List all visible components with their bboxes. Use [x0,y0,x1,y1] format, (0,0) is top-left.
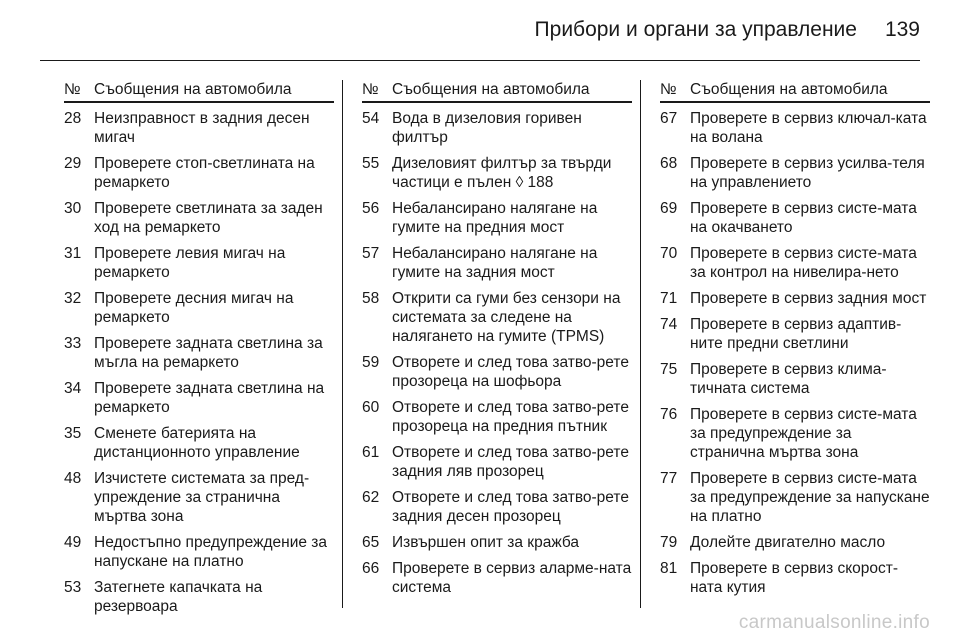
column-divider [342,80,343,608]
message-number: 31 [64,245,82,262]
message-number: 69 [660,200,678,217]
message-text: Дизеловият филтър за твърди частици е пълен ◊ 188 [392,155,612,191]
table-row [362,533,632,552]
table-row [64,379,334,417]
message-text: Проверете в сервиз скорост-ната кутия [690,560,899,596]
table-row [362,109,632,147]
page-title: Прибори и органи за управление [534,18,857,41]
table-row [362,154,632,192]
message-number: 56 [362,200,380,217]
table-row [362,488,632,526]
table-row [362,353,632,391]
message-number: 54 [362,110,380,127]
message-number: 61 [362,444,380,461]
header-message-label: Съобщения на автомобила [94,81,292,98]
message-text: Проверете в сервиз аларме-ната система [392,560,632,596]
message-text: Проверете левия мигач на ремаркето [94,245,286,281]
message-text: Проверете в сервиз задния мост [690,290,927,307]
header-number-label: № [64,81,81,98]
table-row [64,424,334,462]
message-text: Проверете стоп-светлината на ремаркето [94,155,315,191]
table-row [362,398,632,436]
message-number: 70 [660,245,678,262]
table-row [64,199,334,237]
table-row [660,109,930,147]
message-number: 29 [64,155,82,172]
table-row [660,405,930,462]
message-number: 65 [362,534,380,551]
message-number: 33 [64,335,82,352]
header-number-label: № [362,81,379,98]
watermark: carmanualsonline.info [738,612,930,633]
page-header [535,18,920,42]
message-text: Небалансирано налягане на гумите на предния мост [392,200,598,236]
message-text: Неизправност в задния десен мигач [94,110,310,146]
table-row [362,199,632,237]
table-row [362,559,632,597]
header-number-label: № [660,81,677,98]
message-number: 77 [660,470,678,487]
message-text: Изчистете системата за пред-упреждение за странична мъртва зона [94,470,310,525]
message-text: Небалансирано налягане на гумите на задния мост [392,245,598,281]
table-row [660,244,930,282]
table-row [64,469,334,526]
message-text: Недостъпно предупреждение за напускане на платно [94,534,328,570]
table-row [660,469,930,526]
message-number: 34 [64,380,82,397]
message-text: Отворете и след това затво-рете прозореца на предния пътник [392,399,629,435]
table-row [660,315,930,353]
header-rule [40,60,920,61]
message-text: Проверете задната светлина за мъгла на ремаркето [94,335,323,371]
table-row [64,578,334,616]
table-row [64,533,334,571]
message-text: Проверете в сервиз ключал-ката на волана [690,110,927,146]
message-number: 35 [64,425,82,442]
table-row [660,199,930,237]
message-text: Проверете в сервиз систе-мата за предупреждение за напускане на платно [690,470,930,525]
message-number: 58 [362,290,380,307]
message-text: Затегнете капачката на резервоара [94,579,263,615]
table-row [660,360,930,398]
message-text: Сменете батерията на дистанционното управление [94,425,300,461]
message-text: Проверете в сервиз систе-мата за контрол на нивелира-нето [690,245,917,281]
table-row [660,154,930,192]
message-table-column-1 [64,80,334,616]
message-number: 79 [660,534,678,551]
message-number: 74 [660,316,678,333]
message-number: 81 [660,560,678,577]
header-message-label: Съобщения на автомобила [690,81,888,98]
table-row [660,559,930,597]
message-text: Проверете в сервиз клима-тичната система [690,361,887,397]
message-number: 28 [64,110,82,127]
message-number: 60 [362,399,380,416]
column-divider [640,80,641,608]
message-text: Проверете задната светлина на ремаркето [94,380,325,416]
message-text: Проверете в сервиз адаптив-ните предни светлини [690,316,902,352]
message-number: 48 [64,470,82,487]
message-number: 68 [660,155,678,172]
table-row [64,289,334,327]
table-row [64,334,334,372]
message-number: 59 [362,354,380,371]
message-number: 55 [362,155,380,172]
message-text: Проверете светлината за заден ход на ремаркето [94,200,323,236]
message-number: 71 [660,290,678,307]
message-text: Извършен опит за кражба [392,534,580,551]
table-row [362,443,632,481]
header-message-label: Съобщения на автомобила [392,81,590,98]
message-number: 49 [64,534,82,551]
table-row [64,244,334,282]
message-text: Вода в дизеловия горивен филтър [392,110,582,146]
message-number: 53 [64,579,82,596]
message-text: Долейте двигателно масло [690,534,886,551]
message-number: 75 [660,361,678,378]
message-text: Проверете в сервиз систе-мата на окачването [690,200,917,236]
table-row [64,154,334,192]
table-header [64,80,334,103]
message-text: Отворете и след това затво-рете прозореца на шофьора [392,354,629,390]
table-row [660,289,930,308]
table-header [362,80,632,103]
message-number: 32 [64,290,82,307]
message-number: 67 [660,110,678,127]
message-number: 57 [362,245,380,262]
table-row [64,109,334,147]
message-number: 62 [362,489,380,506]
table-header [660,80,930,103]
table-row [362,244,632,282]
message-text: Проверете десния мигач на ремаркето [94,290,294,326]
table-row [660,533,930,552]
page-number: 139 [884,18,920,41]
message-text: Отворете и след това затво-рете задния ляв прозорец [392,444,629,480]
message-text: Отворете и след това затво-рете задния десен прозорец [392,489,629,525]
table-row [362,289,632,346]
message-number: 66 [362,560,380,577]
message-table-column-2 [362,80,632,597]
message-number: 30 [64,200,82,217]
message-number: 76 [660,406,678,423]
message-text: Открити са гуми без сензори на системата за следене на налягането на гумите (TPMS) [392,290,621,345]
message-table-column-3 [660,80,930,597]
message-text: Проверете в сервиз усилва-теля на управлението [690,155,925,191]
message-text: Проверете в сервиз систе-мата за предупреждение за странична мъртва зона [690,406,917,461]
